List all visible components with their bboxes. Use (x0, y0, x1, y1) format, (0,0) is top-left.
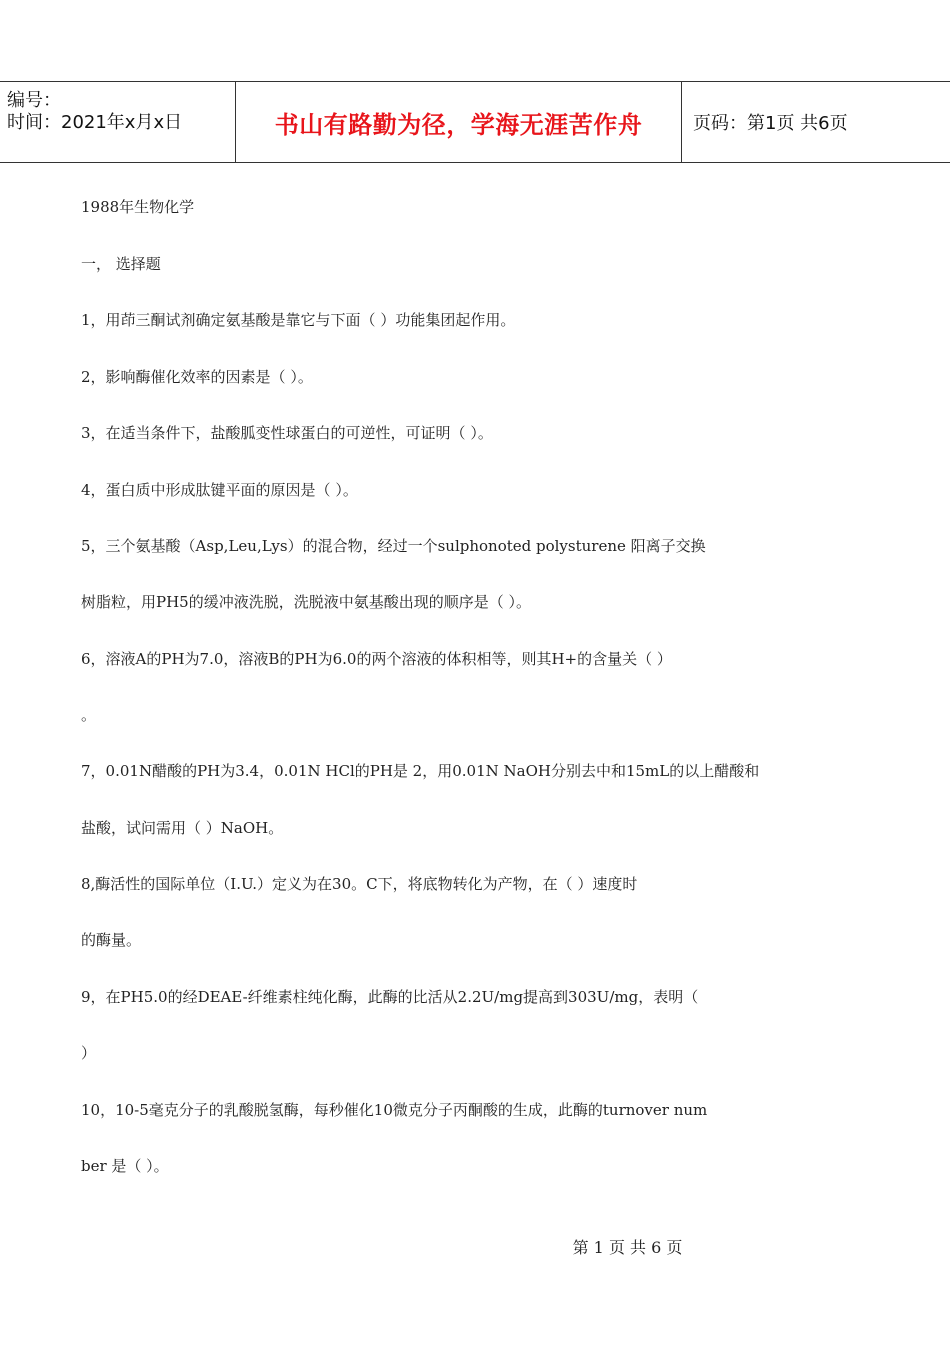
question-line: 8,酶活性的国际单位（I.U.）定义为在30。C下，将底物转化为产物，在（ ）速度时 (81, 875, 638, 893)
question-line: ） (81, 1044, 97, 1062)
question-line: 4，蛋白质中形成肽键平面的原因是（ ）。 (81, 481, 358, 499)
question-line: 5，三个氨基酸（Asp,Leu,Lys）的混合物，经过一个sulphonoted polysturene 阳离子交换 (81, 537, 706, 555)
document-title: 1988年生物化学 (81, 198, 195, 216)
motto-text: 书山有路勤为径，学海无涯苦作舟 (274, 110, 643, 139)
question-line: 7，0.01N醋酸的PH为3.4，0.01N HCl的PH是 2，用0.01N NaOH分别去中和15mL的以上醋酸和 (81, 762, 760, 780)
question-line: 9，在PH5.0的经DEAE-纤维素柱纯化酶，此酶的比活从2.2U/mg提高到303U/mg，表明（ (81, 988, 699, 1006)
question-line: 6，溶液A的PH为7.0，溶液B的PH为6.0的两个溶液的体积相等，则其H+的含量关（ ） (81, 650, 672, 668)
question-line: 的酶量。 (81, 931, 142, 949)
page-header (0, 81, 950, 163)
page-footer (0, 1235, 950, 1258)
question-line: 10，10-5毫克分子的乳酸脱氢酶，每秒催化10微克分子丙酮酸的生成，此酶的turnover num (81, 1101, 708, 1119)
footer-page-number: 第 1 页 共 6 页 (572, 1238, 683, 1257)
header-middle-cell (236, 82, 682, 162)
time-label: 时间：2021年x月x日 (7, 112, 183, 133)
section-heading: 一， 选择题 (81, 255, 161, 273)
question-line: 2，影响酶催化效率的因素是（ ）。 (81, 368, 313, 386)
header-right-cell (682, 82, 950, 162)
question-line: ber 是（ ）。 (81, 1157, 169, 1175)
question-line: 3，在适当条件下，盐酸胍变性球蛋白的可逆性，可证明（ ）。 (81, 424, 493, 442)
question-line: 树脂粒，用PH5的缓冲液洗脱，洗脱液中氨基酸出现的顺序是（ ）。 (81, 593, 531, 611)
question-line: 1，用茚三酮试剂确定氨基酸是靠它与下面（ ）功能集团起作用。 (81, 311, 516, 329)
question-line: 盐酸，试问需用（ ）NaOH。 (81, 819, 284, 837)
question-line: 。 (81, 706, 97, 724)
number-label: 编号： (7, 90, 61, 111)
header-page-info: 页码：第1页 共6页 (693, 113, 848, 134)
header-left-cell (0, 82, 236, 162)
